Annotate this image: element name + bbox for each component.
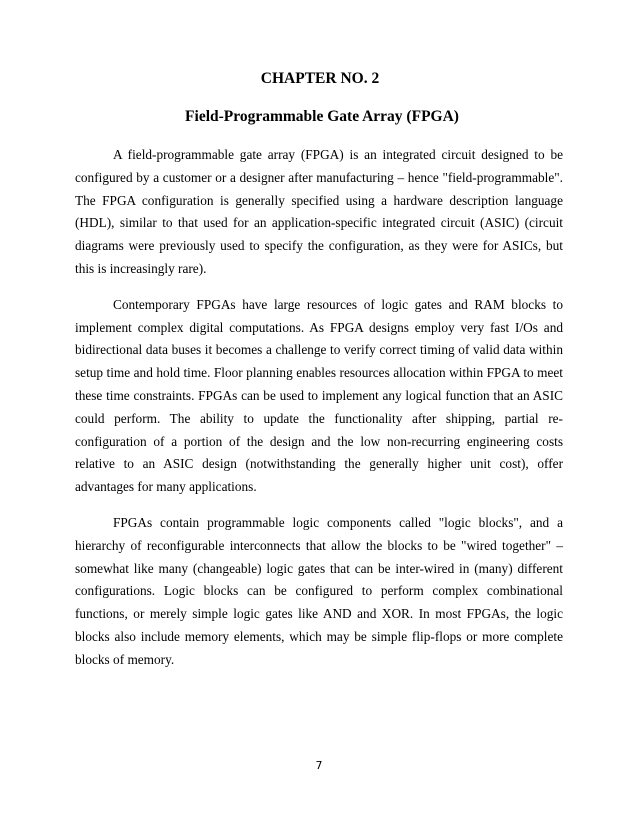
body-text: [75, 144, 563, 685]
chapter-heading: CHAPTER NO. 2: [260, 70, 380, 87]
paragraph-3: FPGAs contain programmable logic components called "logic blocks", and a hierarchy of reconfigurable interconnects that allow the blocks to be "wired together" – somewhat like many (changeable) logic gates that can be inter-wired in (many) different configurations. Logic blocks can be configured to perform complex combinational functions, or merely simple logic gates like AND and XOR. In most FPGAs, the logic blocks also include memory elements, which may be simple flip-flops or more complete blocks of memory.: [75, 514, 563, 667]
section-title: Field-Programmable Gate Array (FPGA): [185, 108, 459, 125]
page-number: 7: [315, 759, 323, 772]
paragraph-2: Contemporary FPGAs have large resources of logic gates and RAM blocks to implement complex digital computations. As FPGA designs employ very fast I/Os and bidirectional data buses it becomes a challenge to verify correct timing of valid data within setup time and hold time. Floor planning enables resources allocation within FPGA to meet these time constraints. FPGAs can be used to implement any logical function that an ASIC could perform. The ability to update the functionality after shipping, partial re-configuration of a portion of the design and the low non-recurring engineering costs relative to an ASIC design (notwithstanding the generally higher unit cost), offer advantages for many applications.: [75, 296, 563, 495]
paragraph-1: A field-programmable gate array (FPGA) is an integrated circuit designed to be configured by a customer or a designer after manufacturing – hence "field-programmable". The FPGA configuration is generally specified using a hardware description language (HDL), similar to that used for an application-specific integrated circuit (ASIC) (circuit diagrams were previously used to specify the configuration, as they were for ASICs, but this is increasingly rare).: [75, 147, 563, 276]
